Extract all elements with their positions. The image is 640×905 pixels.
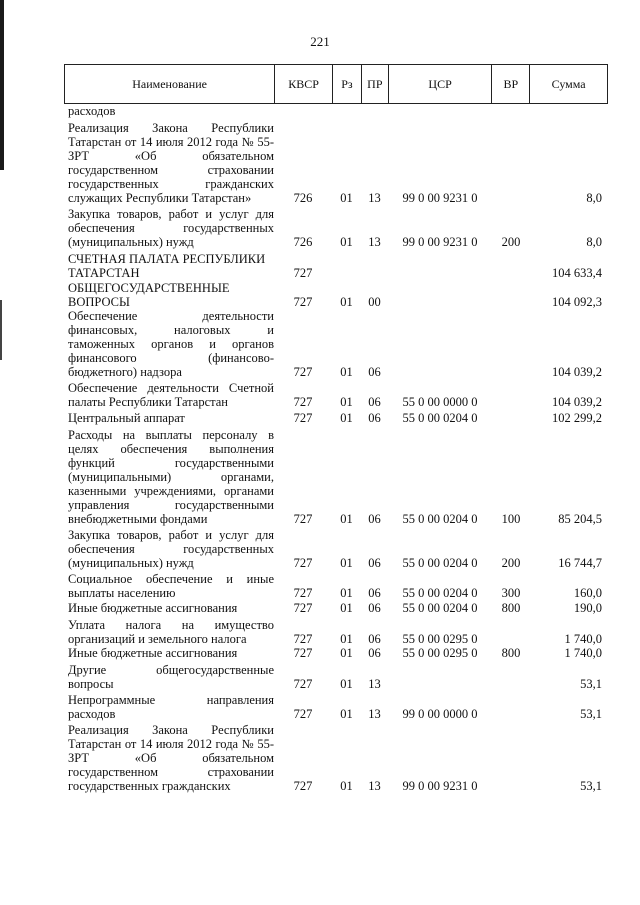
header-kvsr: КВСР: [274, 65, 332, 103]
row-name: СЧЕТНАЯ ПАЛАТА РЕСПУБЛИКИ ТАТАРСТАН: [68, 252, 266, 280]
row-name: Иные бюджетные ассигнования: [68, 601, 238, 615]
row-rz: 01: [340, 632, 353, 646]
table-row: [64, 723, 608, 793]
row-csr: 55 0 00 0000 0: [402, 395, 478, 409]
row-sum: 85 204,5: [558, 512, 602, 526]
row-name: Расходы на выплаты персоналу в целях обеспечения выполнения функций государственными (муниципальными) органами, казенными учреждениями, органами управления государственными внебюджетными фондами: [68, 428, 274, 526]
row-sum: 160,0: [573, 586, 602, 600]
row-csr: 55 0 00 0295 0: [402, 632, 478, 646]
row-name: ОБЩЕГОСУДАРСТВЕННЫЕ ВОПРОСЫ: [68, 281, 230, 309]
table-row: [64, 646, 608, 660]
row-name: Центральный аппарат: [68, 411, 185, 425]
row-rz: 01: [340, 779, 353, 793]
row-rz: 01: [340, 365, 353, 379]
header-pr: ПР: [361, 65, 388, 103]
row-name: Закупка товаров, работ и услуг для обеспечения государственных (муниципальных) нужд: [68, 528, 274, 570]
row-name: Реализация Закона Республики Татарстан от 14 июля 2012 года № 55-ЗРТ «Об обязательном государственном страховании государственных гражданских служащих Республики Татарстан»: [68, 121, 274, 205]
row-name: Закупка товаров, работ и услуг для обеспечения государственных (муниципальных) нужд: [68, 207, 274, 249]
row-rz: 01: [340, 586, 353, 600]
row-csr: 99 0 00 9231 0: [402, 779, 478, 793]
row-kvsr: 727: [293, 586, 313, 600]
row-csr: 55 0 00 0204 0: [402, 512, 478, 526]
row-kvsr: 727: [293, 601, 313, 615]
row-pr: 06: [368, 586, 381, 600]
row-pr: 00: [368, 295, 381, 309]
row-kvsr: 727: [293, 779, 313, 793]
row-kvsr: 727: [293, 646, 313, 660]
row-rz: 01: [340, 411, 353, 425]
row-kvsr: 727: [293, 395, 313, 409]
table-row: [64, 618, 608, 646]
row-sum: 8,0: [586, 191, 602, 205]
table-row: [64, 528, 608, 570]
table-row: [64, 281, 608, 309]
row-csr: 99 0 00 9231 0: [402, 191, 478, 205]
row-pr: 06: [368, 632, 381, 646]
header-vr: ВР: [491, 65, 529, 103]
row-sum: 53,1: [580, 707, 602, 721]
row-pr: 13: [368, 191, 381, 205]
row-kvsr: 727: [293, 266, 313, 280]
row-pr: 06: [368, 601, 381, 615]
row-name: Социальное обеспечение и иные выплаты населению: [68, 572, 274, 600]
row-rz: 01: [340, 707, 353, 721]
scan-edge-mark: [0, 300, 2, 360]
row-rz: 01: [340, 646, 353, 660]
row-vr: 200: [501, 556, 521, 570]
row-kvsr: 726: [293, 235, 313, 249]
row-pr: 13: [368, 677, 381, 691]
row-rz: 01: [340, 235, 353, 249]
row-pr: 06: [368, 395, 381, 409]
row-csr: 55 0 00 0204 0: [402, 411, 478, 425]
row-pr: 13: [368, 779, 381, 793]
table-header: [64, 64, 608, 104]
row-pr: 06: [368, 556, 381, 570]
row-sum: 104 039,2: [552, 395, 602, 409]
row-sum: 53,1: [580, 677, 602, 691]
row-sum: 102 299,2: [552, 411, 602, 425]
row-sum: 104 039,2: [552, 365, 602, 379]
row-vr: 100: [501, 512, 521, 526]
row-kvsr: 727: [293, 707, 313, 721]
row-pr: 06: [368, 411, 381, 425]
row-rz: 01: [340, 556, 353, 570]
row-rz: 01: [340, 601, 353, 615]
scan-edge-mark: [0, 0, 4, 170]
table-row: [64, 207, 608, 249]
row-name: Другие общегосударственные вопросы: [68, 663, 274, 691]
row-sum: 53,1: [580, 779, 602, 793]
table-row: [64, 309, 608, 379]
row-sum: 104 092,3: [552, 295, 602, 309]
row-name: Обеспечение деятельности Счетной палаты Республики Татарстан: [68, 381, 274, 409]
row-name: расходов: [68, 104, 116, 118]
row-sum: 190,0: [573, 601, 602, 615]
row-vr: 300: [501, 586, 521, 600]
row-vr: 200: [501, 235, 521, 249]
row-kvsr: 727: [293, 632, 313, 646]
row-name: Непрограммные направления расходов: [68, 693, 274, 721]
table-row: [64, 693, 608, 721]
table-row: [64, 411, 608, 425]
table-row: [64, 663, 608, 691]
row-kvsr: 727: [293, 512, 313, 526]
row-rz: 01: [340, 191, 353, 205]
header-rz: Рз: [332, 65, 361, 103]
table-row: [64, 121, 608, 205]
page-number: 221: [310, 34, 330, 49]
row-rz: 01: [340, 395, 353, 409]
row-csr: 55 0 00 0204 0: [402, 556, 478, 570]
row-kvsr: 727: [293, 365, 313, 379]
row-sum: 8,0: [586, 235, 602, 249]
row-kvsr: 727: [293, 556, 313, 570]
row-csr: 55 0 00 0295 0: [402, 646, 478, 660]
table-row: [64, 601, 608, 615]
row-sum: 104 633,4: [552, 266, 602, 280]
row-name: Уплата налога на имущество организаций и земельного налога: [68, 618, 274, 646]
row-sum: 16 744,7: [558, 556, 602, 570]
row-sum: 1 740,0: [564, 632, 602, 646]
row-csr: 55 0 00 0204 0: [402, 601, 478, 615]
table-row: [64, 381, 608, 409]
row-sum: 1 740,0: [564, 646, 602, 660]
row-pr: 06: [368, 646, 381, 660]
row-name: Обеспечение деятельности финансовых, налоговых и таможенных органов и органов финансового (финансово-бюджетного) надзора: [68, 309, 274, 379]
table-row: [64, 572, 608, 600]
row-vr: 800: [501, 646, 521, 660]
table-row: [64, 428, 608, 526]
row-kvsr: 726: [293, 191, 313, 205]
header-name: Наименование: [132, 76, 207, 91]
row-rz: 01: [340, 295, 353, 309]
row-vr: 800: [501, 601, 521, 615]
row-pr: 13: [368, 707, 381, 721]
row-name: Иные бюджетные ассигнования: [68, 646, 238, 660]
table-row: [64, 104, 608, 118]
row-pr: 13: [368, 235, 381, 249]
row-rz: 01: [340, 677, 353, 691]
table-row: [64, 252, 608, 280]
row-rz: 01: [340, 512, 353, 526]
row-kvsr: 727: [293, 677, 313, 691]
row-csr: 55 0 00 0204 0: [402, 586, 478, 600]
row-kvsr: 727: [293, 295, 313, 309]
row-csr: 99 0 00 9231 0: [402, 235, 478, 249]
row-pr: 06: [368, 365, 381, 379]
row-csr: 99 0 00 0000 0: [402, 707, 478, 721]
header-sum: Сумма: [529, 65, 607, 103]
row-kvsr: 727: [293, 411, 313, 425]
row-pr: 06: [368, 512, 381, 526]
row-name: Реализация Закона Республики Татарстан от 14 июля 2012 года № 55-ЗРТ «Об обязательном государственном страховании государственных гражданских: [68, 723, 274, 793]
header-csr: ЦСР: [388, 65, 492, 103]
